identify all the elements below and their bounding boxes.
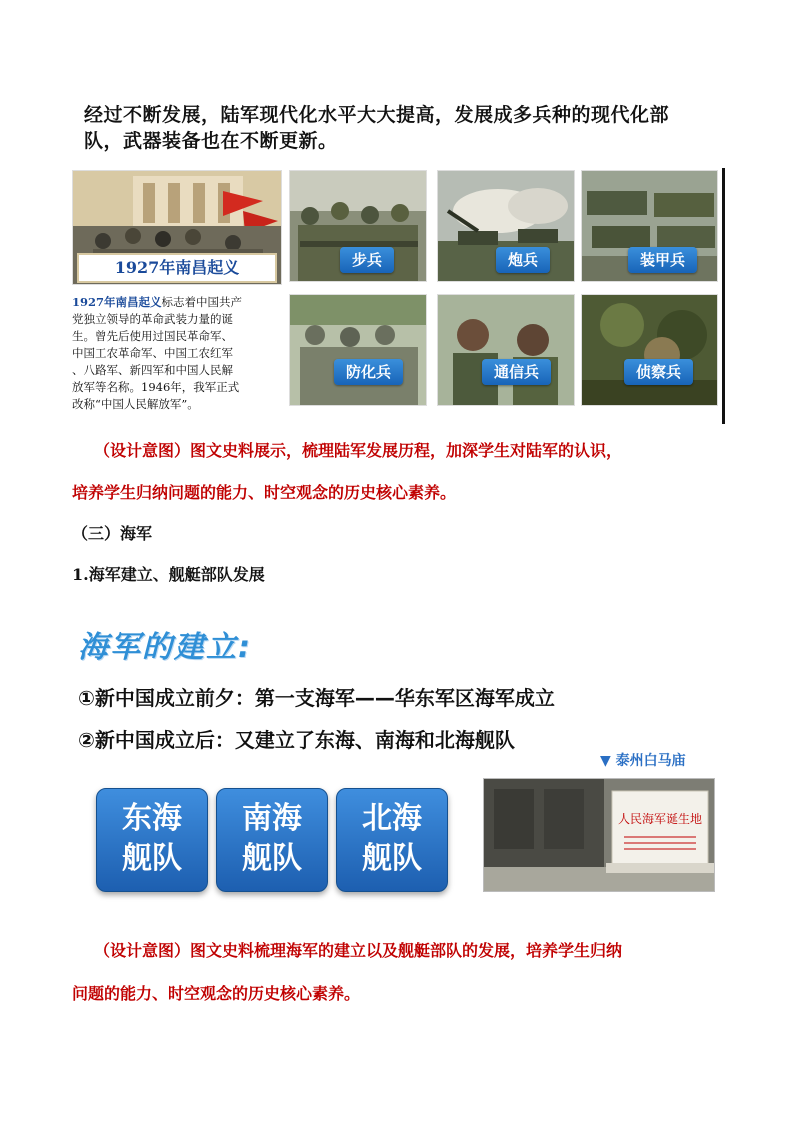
section-heading: （三）海军 — [72, 524, 153, 543]
design-intent-2-line-1: （设计意图）图文史料梳理海军的建立以及舰艇部队的发展，培养学生归纳 — [94, 941, 623, 960]
north-sea-fleet-badge — [336, 788, 448, 892]
signal-tag: 通信兵 — [482, 359, 551, 385]
fleet-label-line: 南海 — [242, 801, 302, 836]
infantry-tag: 步兵 — [340, 247, 394, 273]
army-intro-line-1: 经过不断发展，陆军现代化水平大大提高，发展成多兵种的现代化部 — [84, 104, 670, 126]
navy-point-2: ②新中国成立后：又建立了东海、南海和北海舰队 — [78, 728, 515, 752]
subsection-heading: 1.海军建立、舰艇部队发展 — [72, 565, 265, 584]
navy-title: 海军的建立: — [78, 630, 252, 665]
fleet-label-line: 东海 — [122, 801, 182, 836]
nanchang-label: 1927年南昌起义 — [77, 253, 277, 283]
nanchang-caption — [72, 294, 284, 422]
navy-point-1: ①新中国成立前夕：第一支海军——华东军区海军成立 — [78, 686, 555, 710]
fleet-label-line: 北海 — [362, 801, 422, 836]
fleet-label-line: 舰队 — [242, 841, 302, 876]
east-sea-fleet-badge — [96, 788, 208, 892]
infantry-photo — [289, 170, 427, 282]
caption-line: 改称“中国人民解放军”。 — [72, 397, 199, 411]
recon-tag: 侦察兵 — [624, 359, 693, 385]
caption-line: 党独立领导的革命武装力量的诞 — [72, 312, 233, 326]
artillery-tag: 炮兵 — [496, 247, 550, 273]
nanchang-caption-text — [72, 294, 284, 413]
recon-photo — [581, 294, 718, 406]
baima-temple-photo — [483, 778, 715, 892]
caption-lead: 1927年南昌起义 — [72, 295, 162, 309]
signal-photo — [437, 294, 575, 406]
fleet-label-line: 舰队 — [122, 841, 182, 876]
slide-edge-bar — [722, 168, 725, 424]
design-intent-2-line-2: 问题的能力、时空观念的历史核心素养。 — [72, 984, 361, 1003]
fleet-label-line: 舰队 — [362, 841, 422, 876]
army-intro-line-2: 队，武器装备也在不断更新。 — [84, 130, 338, 152]
caption-line: 生。曾先后使用过国民革命军、 — [72, 329, 233, 343]
temple-photo-caption: ▼ 泰州白马庙 — [600, 753, 686, 769]
chemical-defense-tag: 防化兵 — [334, 359, 403, 385]
armored-photo — [581, 170, 718, 282]
army-intro-text — [84, 102, 714, 154]
chemical-defense-photo — [289, 294, 427, 406]
plaque-title: 人民海军诞生地 — [617, 812, 703, 826]
caption-line: 中国工农革命军、中国工农红军 — [72, 346, 233, 360]
design-intent-1-line-1: （设计意图）图文史料展示，梳理陆军发展历程，加深学生对陆军的认识， — [94, 441, 623, 460]
artillery-photo — [437, 170, 575, 282]
south-sea-fleet-badge — [216, 788, 328, 892]
design-intent-1-line-2: 培养学生归纳问题的能力、时空观念的历史核心素养。 — [72, 483, 457, 502]
caption-line: 标志着中国共产 — [161, 295, 243, 309]
nanchang-uprising-photo — [72, 170, 282, 285]
caption-line: 、八路军、新四军和中国人民解 — [72, 363, 233, 377]
armored-tag: 装甲兵 — [628, 247, 697, 273]
caption-line: 放军等名称。1946年，我军正式 — [72, 380, 240, 394]
